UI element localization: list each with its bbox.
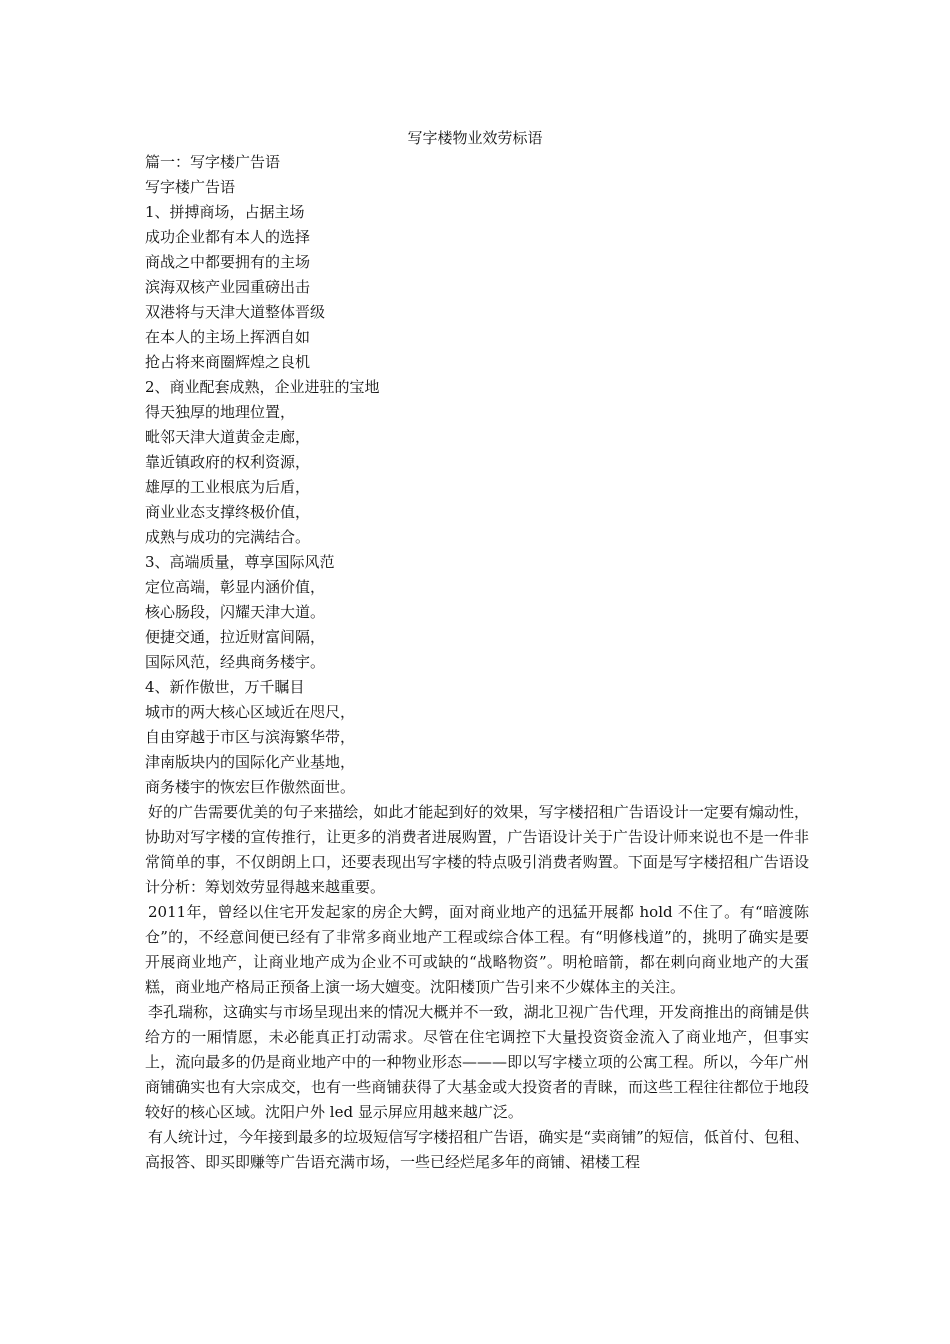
document-body [145, 150, 809, 1175]
text-line: 国际风范，经典商务楼宇。 [145, 653, 326, 671]
text-line: 雄厚的工业根底为后盾， [145, 478, 311, 496]
text-line: 商战之中都要拥有的主场 [145, 253, 311, 271]
text-line: 便捷交通，拉近财富间隔， [145, 628, 326, 646]
text-line: 商务楼宇的恢宏巨作傲然面世。 [145, 778, 356, 796]
text-line: 成功企业都有本人的选择 [145, 228, 311, 246]
text-line: 毗邻天津大道黄金走廊， [145, 428, 311, 446]
text-line: 4、新作傲世，万千瞩目 [145, 678, 305, 696]
text-line: 靠近镇政府的权利资源， [145, 453, 311, 471]
text-line: 抢占将来商圈辉煌之良机 [145, 353, 311, 371]
text-line: 2、商业配套成熟，企业进驻的宝地 [145, 378, 380, 396]
text-line: 核心肠段，闪耀天津大道。 [145, 603, 326, 621]
text-line: 得天独厚的地理位置， [145, 403, 296, 421]
text-line: 津南版块内的国际化产业基地， [145, 753, 356, 771]
text-line: 3、高端质量，尊享国际风范 [145, 553, 335, 571]
text-line: 城市的两大核心区域近在咫尺， [145, 703, 356, 721]
body-paragraph: 有人统计过，今年接到最多的垃圾短信写字楼招租广告语，确实是“卖商铺”的短信，低首付、包租、高报答、即买即赚等广告语充满市场，一些已经烂尾多年的商铺、裙楼工程 [145, 1128, 809, 1171]
text-line: 1、拼搏商场，占据主场 [145, 203, 305, 221]
body-paragraph: 好的广告需要优美的句子来描绘，如此才能起到好的效果，写字楼招租广告语设计一定要有煽动性，协助对写字楼的宣传推行，让更多的消费者进展购置，广告语设计关于广告设计师来说也不是一件非常简单的事，不仅朗朗上口，还要表现出写字楼的特点吸引消费者购置。下面是写字楼招租广告语设计分析：筹划效劳显得越来越重要。 [145, 803, 809, 896]
document-title: 写字楼物业效劳标语 [407, 129, 543, 147]
text-line: 自由穿越于市区与滨海繁华带， [145, 728, 356, 746]
text-line: 滨海双核产业园重磅出击 [145, 278, 311, 296]
text-line: 写字楼广告语 [145, 178, 236, 196]
body-paragraph: 李孔瑞称，这确实与市场呈现出来的情况大概并不一致，湖北卫视广告代理，开发商推出的商铺是供给方的一厢情愿，未必能真正打动需求。尽管在住宅调控下大量投资资金流入了商业地产，但事实上，流向最多的仍是商业地产中的一种物业形态———即以写字楼立项的公寓工程。所以，今年广州商铺确实也有大宗成交，也有一些商铺获得了大基金或大投资者的青睐，而这些工程往往都位于地段较好的核心区域。沈阳户外 led 显示屏应用越来越广泛。 [145, 1003, 809, 1121]
text-line: 篇一：写字楼广告语 [145, 153, 281, 171]
body-paragraph: 2011年，曾经以住宅开发起家的房企大鳄，面对商业地产的迅猛开展都 hold 不住了。有“暗渡陈仓”的，不经意间便已经有了非常多商业地产工程或综合体工程。有“明修栈道”的，挑明了确实是要开展商业地产，让商业地产成为企业不可或缺的“战略物资”。明枪暗箭，都在刺向商业地产的大蛋糕，商业地产格局正预备上演一场大嬗变。沈阳楼顶广告引来不少媒体主的关注。 [145, 903, 809, 996]
text-line: 在本人的主场上挥洒自如 [145, 328, 311, 346]
text-line: 商业业态支撑终极价值， [145, 503, 311, 521]
text-line: 定位高端，彰显内涵价值， [145, 578, 326, 596]
text-line: 成熟与成功的完满结合。 [145, 528, 311, 546]
text-line: 双港将与天津大道整体晋级 [145, 303, 326, 321]
